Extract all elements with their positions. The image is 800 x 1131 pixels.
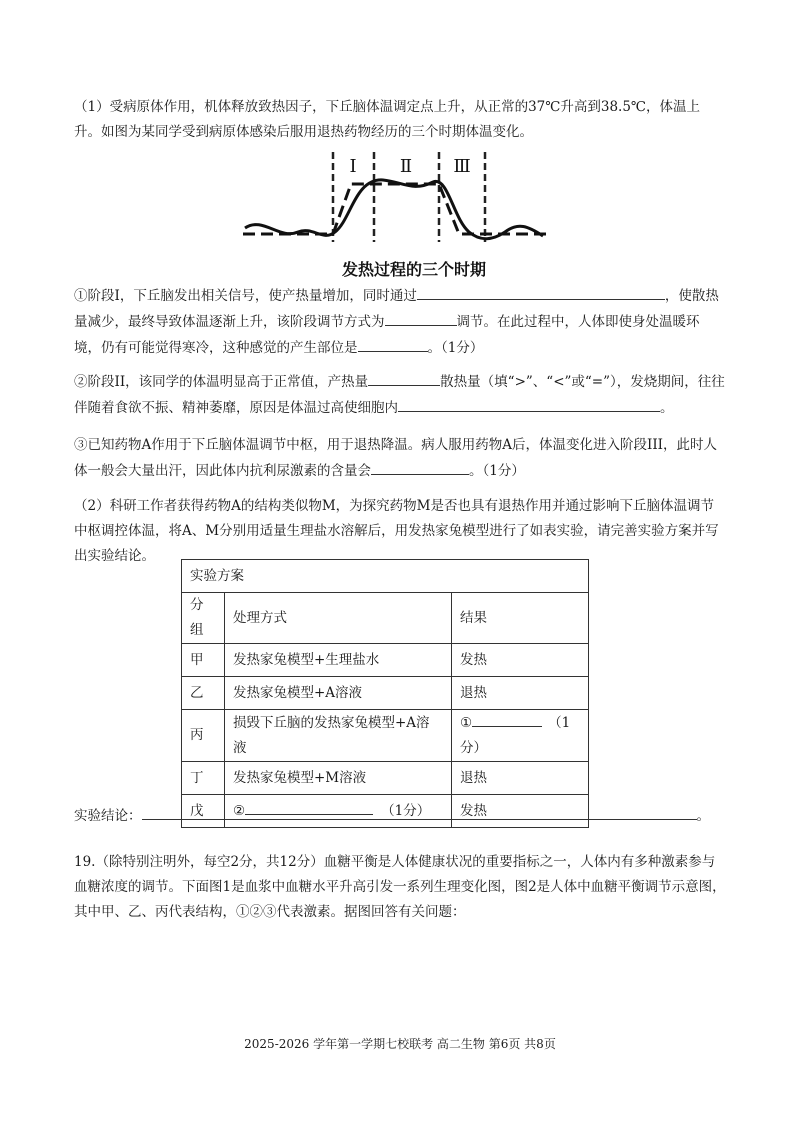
header-group: 分组	[182, 593, 225, 644]
blank-a2[interactable]	[385, 309, 457, 326]
result-cell-blank	[452, 710, 589, 762]
score-note-2: （1分）	[381, 803, 431, 819]
q1-intro: （1）受病原体作用，机体释放致热因子，下丘脑体温调定点上升，从正常的37℃升高到38.5℃，体温上升。如图为某同学受到病原体感染后服用退热药物经历的三个时期体温变化。	[74, 99, 701, 140]
q1-c-text-2: 。（1分）	[469, 463, 525, 479]
result-cell: 退热	[452, 677, 589, 710]
q1-a-text-4: 。（1分）	[427, 340, 484, 356]
header-result: 结果	[452, 593, 589, 644]
stage-label-3: Ⅲ	[453, 156, 471, 177]
blank-mark-2: ②	[233, 803, 246, 819]
group-cell: 戊	[182, 795, 225, 828]
conclusion-label: 实验结论：	[74, 808, 142, 824]
conclusion-end: 。	[696, 808, 710, 824]
table-row	[182, 710, 589, 762]
result-cell: 退热	[452, 762, 589, 795]
fever-stage-figure	[243, 148, 553, 284]
table-row	[182, 677, 589, 710]
q1-b-text-1: ②阶段II，该同学的体温明显高于正常值，产热量	[74, 374, 369, 390]
q1-a-text-1: ①阶段I，下丘脑发出相关信号，使产热量增加，同时通过	[74, 288, 417, 304]
result-cell: 发热	[452, 644, 589, 677]
q1-b-text-2: 散热量（填“>”、“<”或“=”），发烧期间，往往伴随着食欲不振、精神萎靡，原因是体温过高使细胞内	[74, 374, 725, 416]
score-note-1: （1分）	[460, 715, 571, 756]
treatment-cell: 损毁下丘脑的发热家兔模型+A溶液	[225, 710, 452, 762]
header-treatment: 处理方式	[225, 593, 452, 644]
experiment-table	[181, 559, 589, 828]
table-header-row	[182, 593, 589, 644]
group-cell: 乙	[182, 677, 225, 710]
q1-a-text-3: 调节。在此过程中，人体即使身处温暖环境，仍有可能觉得寒冷，这种感觉的产生部位是	[74, 314, 700, 356]
q1-b-text-3: 。	[660, 400, 674, 416]
treatment-cell: 发热家兔模型+生理盐水	[225, 644, 452, 677]
q1-part-c	[74, 433, 726, 484]
blank-c1[interactable]	[371, 458, 469, 475]
q2-intro: （2）科研工作者获得药物A的结构类似物M，为探究药物M是否也具有退热作用并通过影响下丘脑体温调节中枢调控体温，将A、M分别用适量生理盐水溶解后，用发热家兔模型进行了如表实验，请完善实验方案并写出实验结论。	[74, 498, 719, 564]
stage-label-1: Ⅰ	[349, 156, 357, 177]
set-point-curve	[243, 184, 548, 234]
group-cell: 丙	[182, 710, 225, 762]
result-cell: 发热	[452, 795, 589, 828]
q1-part-a	[74, 283, 726, 361]
blank-b1[interactable]	[368, 369, 440, 386]
treatment-cell: 发热家兔模型+M溶液	[225, 762, 452, 795]
blank-mark-1: ①	[460, 715, 473, 731]
q1-c-text-1: ③已知药物A作用于下丘脑体温调节中枢，用于退热降温。病人服用药物A后，体温变化进入阶段III，此时人体一般会大量出汗，因此体内抗利尿激素的含量会	[74, 437, 717, 479]
q1-a-text-2: ，使散热量减少，最终导致体温逐渐上升，该阶段调节方式为	[74, 288, 719, 330]
conclusion-line	[74, 803, 726, 829]
table-title-row	[182, 560, 589, 593]
blank-a3[interactable]	[358, 335, 428, 352]
stage-label-2: Ⅱ	[399, 156, 413, 177]
table-row	[182, 762, 589, 795]
blank-conclusion[interactable]	[142, 803, 697, 820]
body-temperature-curve	[245, 180, 543, 239]
table-row	[182, 644, 589, 677]
table-title: 实验方案	[182, 560, 589, 593]
blank-result-1[interactable]	[472, 710, 542, 727]
q1-part-b	[74, 369, 726, 421]
blank-b2[interactable]	[398, 395, 660, 412]
group-cell: 甲	[182, 644, 225, 677]
question-19: 19.（除特别注明外，每空2分，共12分）血糖平衡是人体健康状况的重要指标之一，人体内有多种激素参与血糖浓度的调节。下面图1是血浆中血糖水平升高引发一系列生理变化图，图2是人体中血糖平衡调节示意图，其中甲、乙、丙代表结构，①②③代表激素。据图回答有关问题：	[74, 854, 726, 920]
figure-caption: 发热过程的三个时期	[341, 260, 487, 279]
group-cell: 丁	[182, 762, 225, 795]
page-footer: 2025-2026 学年第一学期七校联考 高二生物 第6页 共8页	[244, 1037, 556, 1051]
treatment-cell: 发热家兔模型+A溶液	[225, 677, 452, 710]
blank-a1[interactable]	[417, 283, 665, 300]
